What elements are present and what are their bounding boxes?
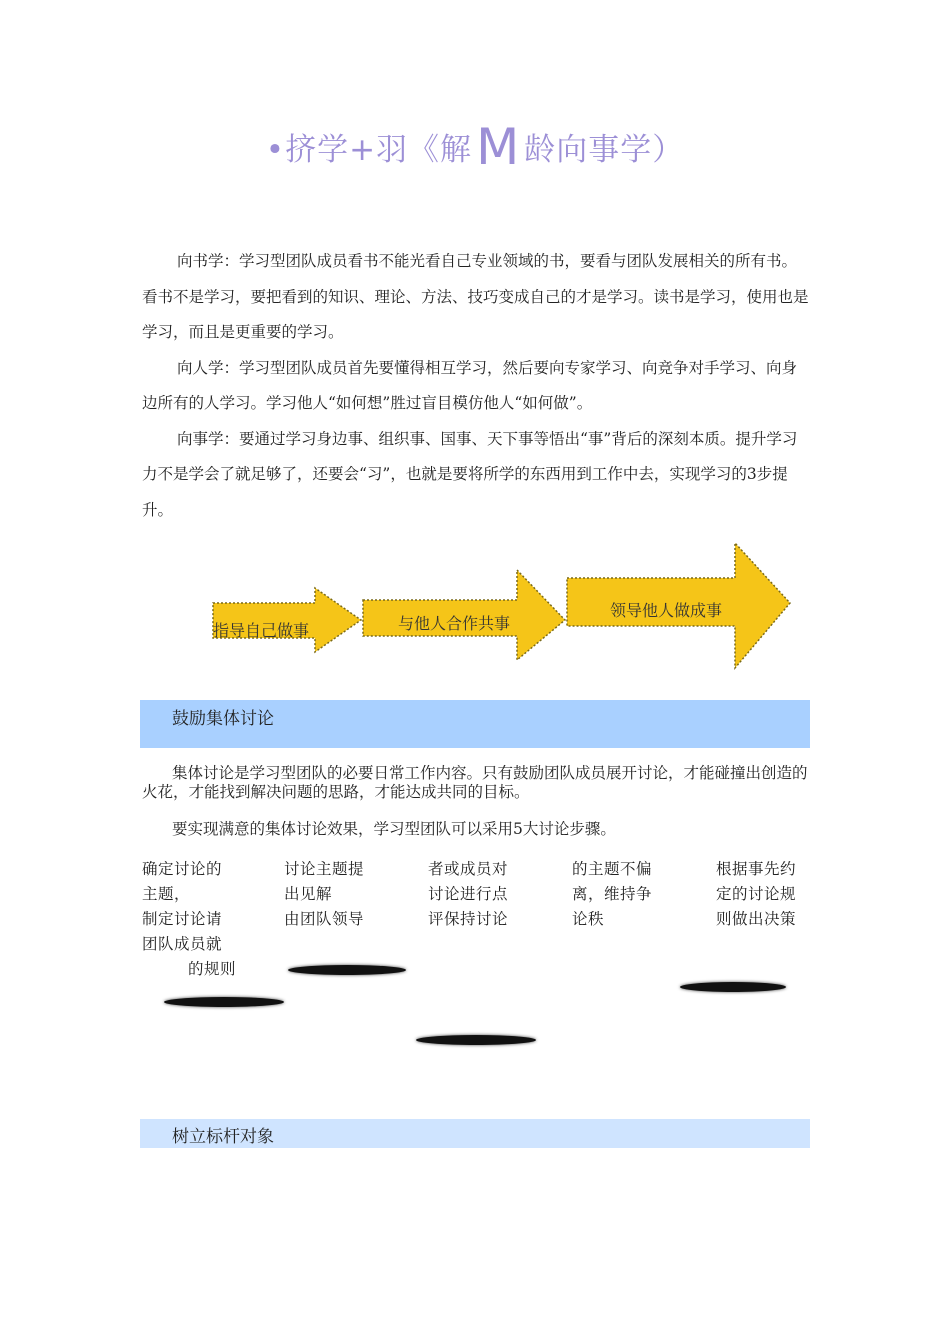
step-base-shadow xyxy=(164,997,284,1007)
discussion-paragraph-1: 集体讨论是学习型团队的必要日常工作内容。只有鼓励团队成员展开讨论，才能碰撞出创造的火花，才能找到解决问题的思路，才能达成共同的目标。 xyxy=(142,764,808,801)
step-2-line: 讨论主题提 xyxy=(284,860,365,878)
arrow-label-3: 领导他人做成事 xyxy=(610,601,723,620)
step-5-line: 则做出决策 xyxy=(716,910,797,928)
step-5-line: 定的讨论规 xyxy=(716,885,797,903)
section-heading-discussion: 鼓励集体讨论 xyxy=(172,709,274,729)
page-title xyxy=(0,118,950,176)
step-4-line: 论秩 xyxy=(572,910,605,928)
arrow-label-2: 与他人合作共事 xyxy=(398,614,511,633)
step-5-line: 根据事先约 xyxy=(716,860,797,878)
step-2-line: 由团队领导 xyxy=(284,910,365,928)
step-base-shadow xyxy=(416,1035,536,1045)
intro-paragraph-people: 向人学：学习型团队成员首先要懂得相互学习，然后要向专家学习、向竞争对手学习、向身边所有的人学习。学习他人“如何想”胜过盲目模仿他人“如何做”。 xyxy=(142,358,798,412)
intro-paragraph-events: 向事学：要通过学习身边事、组织事、国事、天下事等悟出“事”背后的深刻本质。提升学习力不是学会了就足够了，还要会“习”，也就是要将所学的东西用到工作中去，实现学习的3步提升。 xyxy=(142,429,798,519)
step-4 xyxy=(572,857,652,932)
section-heading-benchmark: 树立标杆对象 xyxy=(172,1127,274,1147)
intro-text xyxy=(142,244,812,528)
section-band-discussion xyxy=(140,700,810,748)
step-1-line: 团队成员就 xyxy=(142,935,223,953)
step-1 xyxy=(142,857,236,982)
step-base-shadow xyxy=(680,982,786,992)
intro-paragraph-book: 向书学：学习型团队成员看书不能光看自己专业领域的书，要看与团队发展相关的所有书。看书不是学习，要把看到的知识、理论、方法、技巧变成自己的才是学习。读书是学习，使用也是学习，而且是更重要的学习。 xyxy=(142,252,809,341)
title-prefix: •挤学+羽《解 xyxy=(265,132,473,168)
step-3-line: 评保持讨论 xyxy=(428,910,509,928)
step-4-line: 的主题不偏 xyxy=(572,860,653,878)
step-1-line: 主题， xyxy=(142,885,191,903)
arrow-label-1: 指导自己做事 xyxy=(213,621,310,640)
step-1-line: 制定讨论请 xyxy=(142,910,223,928)
step-2-line: 出见解 xyxy=(284,885,333,903)
step-5 xyxy=(716,857,796,932)
step-1-line: 的规则 xyxy=(188,960,237,978)
title-suffix: 龄向事学） xyxy=(524,132,685,168)
step-2 xyxy=(284,857,364,932)
three-step-arrows xyxy=(205,538,800,678)
step-4-line: 离，维持争 xyxy=(572,885,653,903)
step-3 xyxy=(428,857,508,932)
step-3-line: 者或成员对 xyxy=(428,860,509,878)
title-big-letter: M xyxy=(476,118,521,176)
step-3-line: 讨论进行点 xyxy=(428,885,509,903)
discussion-paragraph-2: 要实现满意的集体讨论效果，学习型团队可以采用5大讨论步骤。 xyxy=(172,820,616,838)
step-1-line: 确定讨论的 xyxy=(142,860,223,878)
step-base-shadow xyxy=(288,965,406,975)
section-band-benchmark xyxy=(140,1119,810,1148)
